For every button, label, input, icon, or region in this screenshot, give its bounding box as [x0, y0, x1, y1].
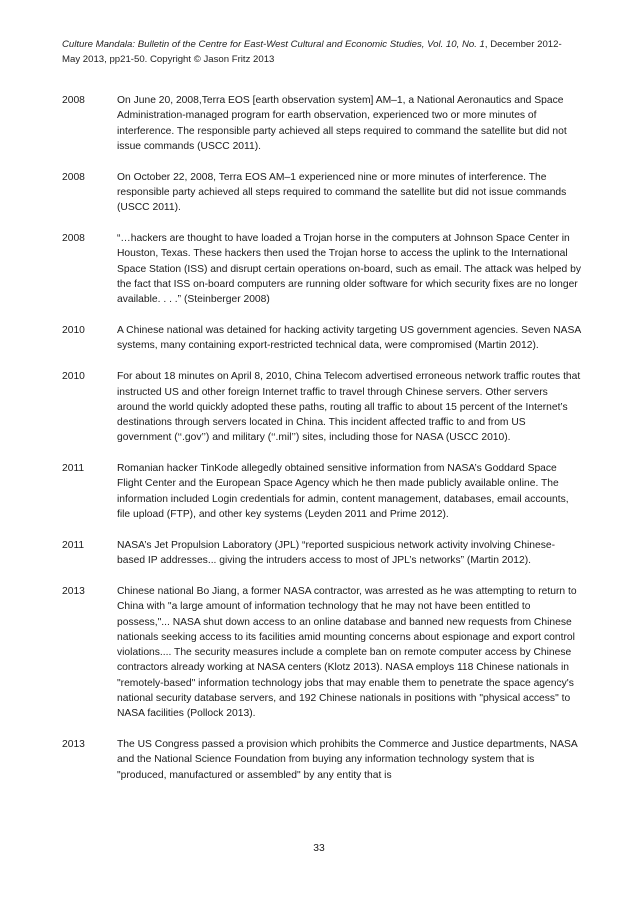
timeline-entry	[62, 584, 582, 721]
timeline-list	[62, 93, 582, 798]
timeline-entry	[62, 538, 582, 569]
entry-text: A Chinese national was detained for hacking activity targeting US government agencies. Seven NASA systems, many containing export-restricted technical data, were compromised (Martin 2012).	[117, 325, 581, 352]
entry-year: 2011	[62, 463, 85, 475]
entry-text: “…hackers are thought to have loaded a Trojan horse in the computers at Johnson Space Center in Houston, Texas. These hackers then used the Trojan horse to access the uplink to the International Space Station (ISS) and disrupt certain operations on-board, such as email. The attack was helped by the fact that ISS on-board computers are running older software for which security fixes are no longer available. . . .” (Steinberger 2008)	[117, 233, 582, 306]
entry-text: NASA’s Jet Propulsion Laboratory (JPL) “reported suspicious network activity involving Chinese-based IP addresses... giving the intruders access to most of JPL’s networks” (Martin 2012).	[117, 539, 556, 567]
entry-year: 2010	[62, 371, 85, 383]
journal-title: Culture Mandala: Bulletin of the Centre for East-West Cultural and Economic Studies, Vol. 10, No. 1	[62, 39, 485, 50]
timeline-entry	[62, 93, 582, 154]
running-header	[62, 38, 562, 67]
timeline-entry	[62, 461, 582, 522]
timeline-entry	[62, 231, 582, 307]
entry-text: On June 20, 2008,Terra EOS [earth observation system] AM–1, a National Aeronautics and Space Administration-managed program for earth observation, experienced two or more minutes of interference. The responsible party achieved all steps required to command the satellite but did not issue commands (USCC 2011).	[117, 95, 567, 152]
entry-year: 2013	[62, 586, 85, 598]
entry-year: 2008	[62, 171, 85, 183]
entry-text: On October 22, 2008, Terra EOS AM–1 experienced nine or more minutes of interference. The responsible party achieved all steps required to command the satellite but did not issue commands (USCC 2011).	[117, 171, 567, 214]
timeline-entry	[62, 323, 582, 354]
entry-text: Chinese national Bo Jiang, a former NASA contractor, was arrested as he was attempting to return to China with "a large amount of information technology that he may not have been entitled to possess,"... NASA shut down access to an online database and banned new requests from Chinese nationals seeking access to its facilities amid mounting concerns about espionage and export control violations.... The security measures include a complete ban on remote computer access by Chinese contractors already working at NASA centers (Klotz 2013). NASA employs 118 Chinese nationals in "remotely-based" information technology jobs that may enable them to penetrate the space agency's national security database servers, and 192 Chinese nationals in positions with "physical access" to NASA facilities (Pollock 2013).	[117, 586, 577, 720]
entry-text: The US Congress passed a provision which prohibits the Commerce and Justice departments, NASA and the National Science Foundation from buying any information technology system that is "produced, manufactured or assembled" by any entity that is	[117, 739, 578, 781]
entry-year: 2008	[62, 233, 85, 245]
entry-year: 2011	[62, 539, 85, 551]
timeline-entry	[62, 737, 582, 783]
timeline-entry	[62, 369, 582, 445]
timeline-entry	[62, 170, 582, 216]
page-number: 33	[313, 843, 325, 854]
entry-text: For about 18 minutes on April 8, 2010, China Telecom advertised erroneous network traffic routes that instructed US and other foreign Internet traffic to travel through Chinese servers. Other servers around the world quickly adopted these paths, routing all traffic to about 15 percent of the Internet’s destinations through servers located in China. This incident affected traffic to and from US government (‘‘.gov’’) and military (‘‘.mil’’) sites, including those for NASA (USCC 2010).	[117, 371, 581, 444]
entry-year: 2010	[62, 325, 85, 337]
entry-text: Romanian hacker TinKode allegedly obtained sensitive information from NASA’s Goddard Space Flight Center and the European Space Agency which he then made publicly available online. The information included Login credentials for admin, content management, databases, email accounts, file upload (FTP), and other key systems (Leyden 2011 and Prime 2012).	[117, 463, 569, 520]
header-details: , December 2012- May 2013, pp21-50. Copyright © Jason Fritz 2013	[62, 39, 562, 65]
entry-year: 2013	[62, 739, 85, 750]
entry-year: 2008	[62, 95, 85, 106]
